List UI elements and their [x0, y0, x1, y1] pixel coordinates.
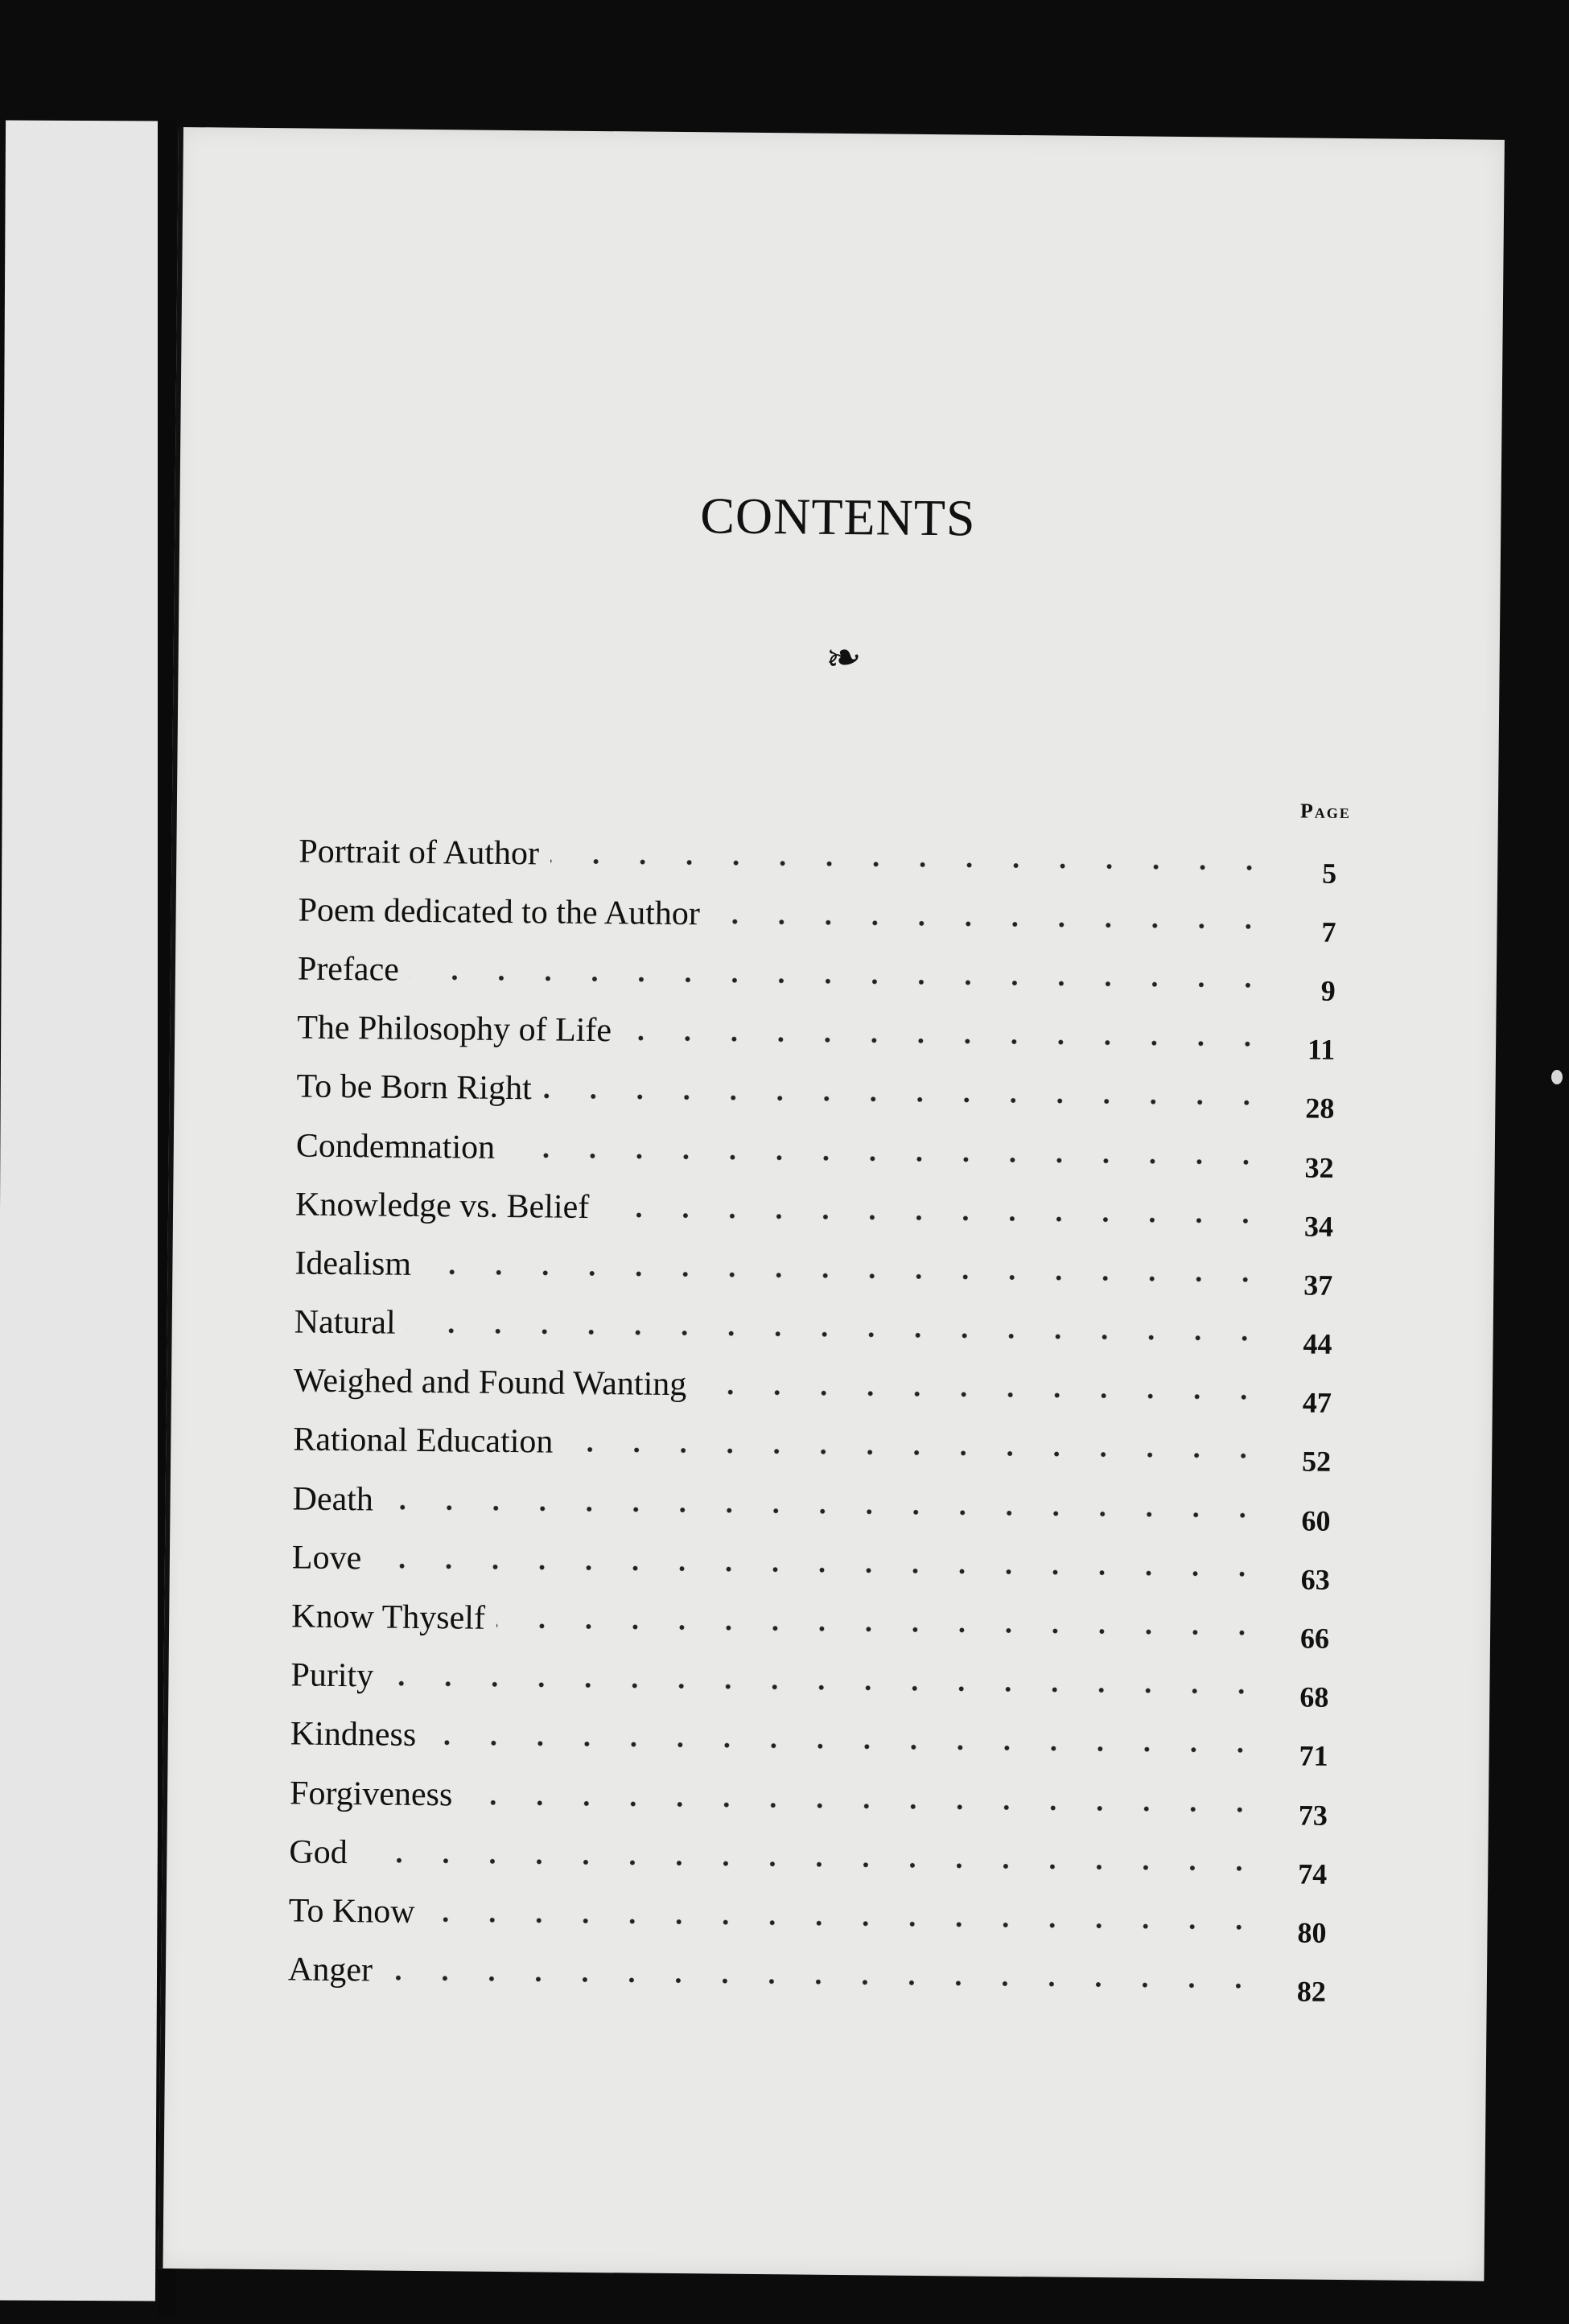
toc-entry-title: Condemnation	[295, 1126, 496, 1166]
dot-leader	[427, 1739, 1264, 1754]
toc-entry-title: Purity	[290, 1656, 374, 1695]
dot-leader	[600, 1211, 1269, 1224]
toc-entry-page-number: 63	[1300, 1563, 1330, 1596]
toc-entry	[290, 1705, 1328, 1774]
toc-entry-page-number: 68	[1299, 1680, 1329, 1714]
dot-leader	[385, 1680, 1264, 1695]
toc-entry	[298, 940, 1336, 1009]
contents-page	[158, 127, 1504, 2281]
toc-entry	[294, 1293, 1332, 1362]
dot-leader	[422, 1269, 1268, 1283]
toc-entry	[294, 1351, 1332, 1421]
toc-entry	[294, 1234, 1333, 1303]
toc-entry	[289, 1823, 1328, 1892]
toc-entry	[299, 821, 1337, 891]
toc-entry	[297, 998, 1336, 1067]
page-title: CONTENTS	[699, 487, 976, 547]
toc-entry-title: Forgiveness	[289, 1775, 453, 1813]
page-column-label: Page	[1299, 799, 1351, 824]
toc-entry-title: Natural	[294, 1303, 396, 1342]
dot-leader	[550, 858, 1272, 871]
toc-entry	[292, 1470, 1331, 1539]
toc-entry	[292, 1528, 1331, 1598]
table-of-contents	[288, 821, 1337, 2009]
leaf-fleuron-icon: ❧	[822, 630, 865, 685]
toc-entry-page-number: 34	[1303, 1210, 1334, 1243]
toc-entry	[296, 1116, 1335, 1185]
toc-entry-page-number: 11	[1307, 1033, 1336, 1067]
toc-entry-page-number: 9	[1320, 974, 1336, 1007]
dot-leader	[385, 1503, 1266, 1519]
toc-entry-title: Idealism	[294, 1244, 412, 1283]
toc-entry	[290, 1646, 1329, 1715]
toc-entry-title: Preface	[297, 950, 400, 989]
toc-entry-title: Weighed and Found Wanting	[293, 1362, 687, 1404]
toc-entry-page-number: 5	[1321, 857, 1337, 890]
toc-entry	[288, 1940, 1327, 2009]
toc-entry-title: Poem dedicated to the Author	[298, 891, 701, 933]
left-facing-page	[0, 120, 167, 2301]
toc-entry-page-number: 80	[1297, 1916, 1327, 1949]
dot-leader	[698, 1389, 1267, 1401]
toc-entry-title: The Philosophy of Life	[297, 1009, 612, 1050]
toc-entry-page-number: 52	[1301, 1445, 1332, 1479]
toc-entry-title: Anger	[287, 1951, 373, 1989]
toc-entry-title: Portrait of Author	[299, 833, 540, 872]
toc-entry-title: God	[289, 1833, 348, 1871]
toc-entry-title: Know Thyself	[291, 1598, 486, 1637]
dot-leader	[496, 1623, 1265, 1636]
toc-entry	[290, 1763, 1328, 1832]
dot-leader	[426, 1916, 1262, 1931]
toc-entry-page-number: 37	[1303, 1269, 1333, 1302]
toc-entry	[298, 881, 1336, 950]
toc-entry-page-number: 74	[1298, 1857, 1328, 1890]
dot-leader	[564, 1446, 1266, 1459]
dot-leader	[543, 1093, 1270, 1107]
toc-entry-title: Kindness	[290, 1715, 417, 1754]
toc-entry-title: To Know	[288, 1892, 415, 1931]
toc-entry-page-number: 66	[1299, 1622, 1330, 1655]
toc-entry-title: Love	[291, 1539, 362, 1577]
dot-leader	[359, 1857, 1263, 1872]
toc-entry-page-number: 7	[1321, 915, 1336, 948]
dot-leader	[711, 918, 1272, 930]
dot-leader	[407, 1327, 1268, 1342]
dot-leader	[410, 974, 1271, 989]
toc-entry-page-number: 82	[1296, 1975, 1327, 2008]
toc-entry	[296, 1057, 1335, 1126]
dot-leader	[373, 1562, 1266, 1577]
toc-entry-page-number: 28	[1305, 1092, 1335, 1125]
toc-entry-page-number: 71	[1299, 1739, 1328, 1773]
toc-entry-page-number: 73	[1298, 1799, 1328, 1832]
toc-entry-title: Rational Education	[293, 1421, 554, 1462]
toc-entry-page-number: 47	[1302, 1386, 1332, 1420]
toc-entry	[295, 1175, 1334, 1244]
dot-leader	[623, 1035, 1270, 1048]
toc-entry-title: To be Born Right	[296, 1067, 532, 1108]
toc-entry-title: Death	[292, 1480, 374, 1519]
dot-leader	[506, 1151, 1270, 1165]
dot-leader	[463, 1799, 1263, 1813]
toc-entry-page-number: 32	[1304, 1151, 1334, 1184]
toc-entry-page-number: 44	[1303, 1327, 1332, 1360]
scan-speck	[1551, 1070, 1563, 1084]
dot-leader	[384, 1975, 1262, 1989]
toc-entry-title: Knowledge vs. Belief	[294, 1186, 590, 1226]
toc-entry-page-number: 60	[1301, 1504, 1331, 1537]
toc-entry	[293, 1410, 1332, 1479]
toc-entry	[291, 1587, 1330, 1656]
toc-entry	[288, 1882, 1327, 1951]
